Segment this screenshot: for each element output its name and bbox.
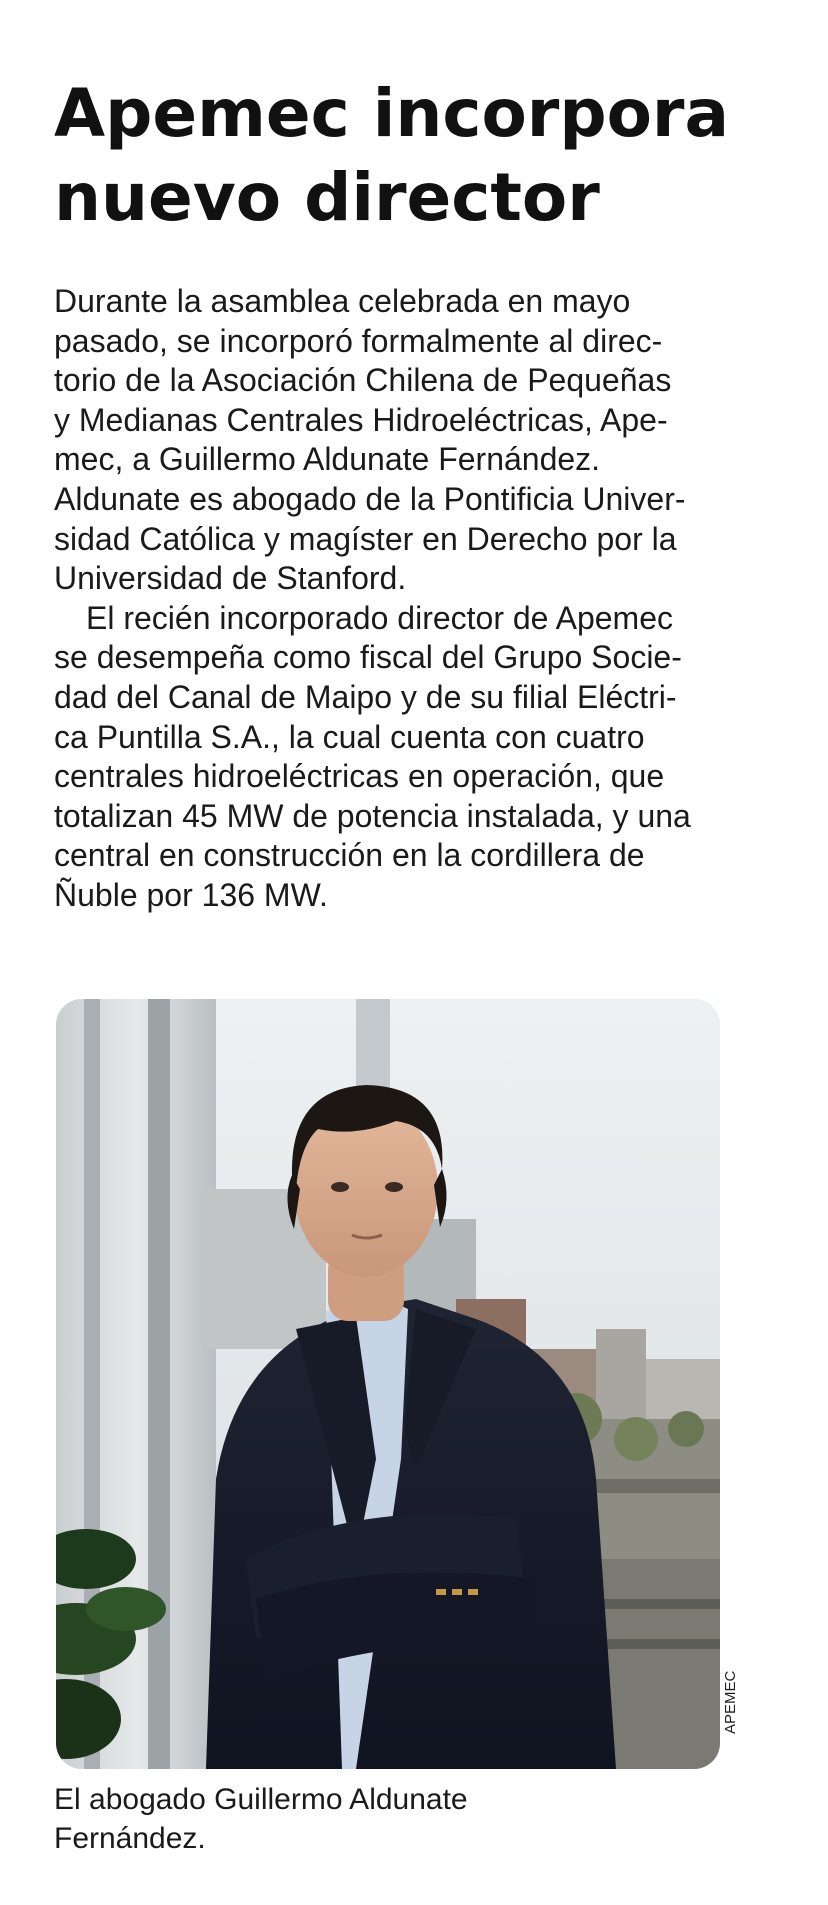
body-line: totalizan 45 MW de potencia instalada, y una — [54, 797, 691, 834]
body-line: torio de la Asociación Chilena de Pequeñas — [54, 362, 672, 399]
photo-caption — [54, 1780, 754, 1858]
photo-credit-text: APEMEC — [722, 1670, 739, 1734]
body-line: se desempeña como fiscal del Grupo Socie- — [54, 639, 682, 676]
body-line: centrales hidroeléctricas en operación, que — [54, 758, 665, 795]
body-line: El recién incorporado director de Apemec — [86, 599, 673, 636]
body-line: Aldunate es abogado de la Pontificia Univer- — [54, 480, 686, 517]
body-line: y Medianas Centrales Hidroeléctricas, Ape- — [54, 401, 668, 438]
body-line: ca Puntilla S.A., la cual cuenta con cuatro — [54, 718, 645, 755]
body-line: Universidad de Stanford. — [54, 560, 407, 597]
body-line: mec, a Guillermo Aldunate Fernández. — [54, 441, 601, 478]
headline-line: nuevo director — [54, 159, 600, 236]
headline-line: Apemec incorpora — [54, 75, 730, 152]
caption-line: El abogado Guillermo Aldunate — [54, 1783, 468, 1816]
body-line: dad del Canal de Maipo y de su filial Eléctri- — [54, 678, 677, 715]
portrait-photo — [56, 999, 720, 1769]
article-body — [54, 282, 774, 916]
headline — [54, 72, 794, 240]
body-line: central en construcción en la cordillera de — [54, 837, 645, 874]
body-line: Durante la asamblea celebrada en mayo — [54, 283, 631, 319]
body-line: pasado, se incorporó formalmente al direc- — [54, 322, 663, 359]
body-line: sidad Católica y magíster en Derecho por la — [54, 520, 677, 557]
portrait-illustration — [56, 999, 720, 1769]
body-line: Ñuble por 136 MW. — [54, 876, 328, 913]
photo-credit — [718, 1648, 744, 1738]
caption-line: Fernández. — [54, 1822, 206, 1855]
